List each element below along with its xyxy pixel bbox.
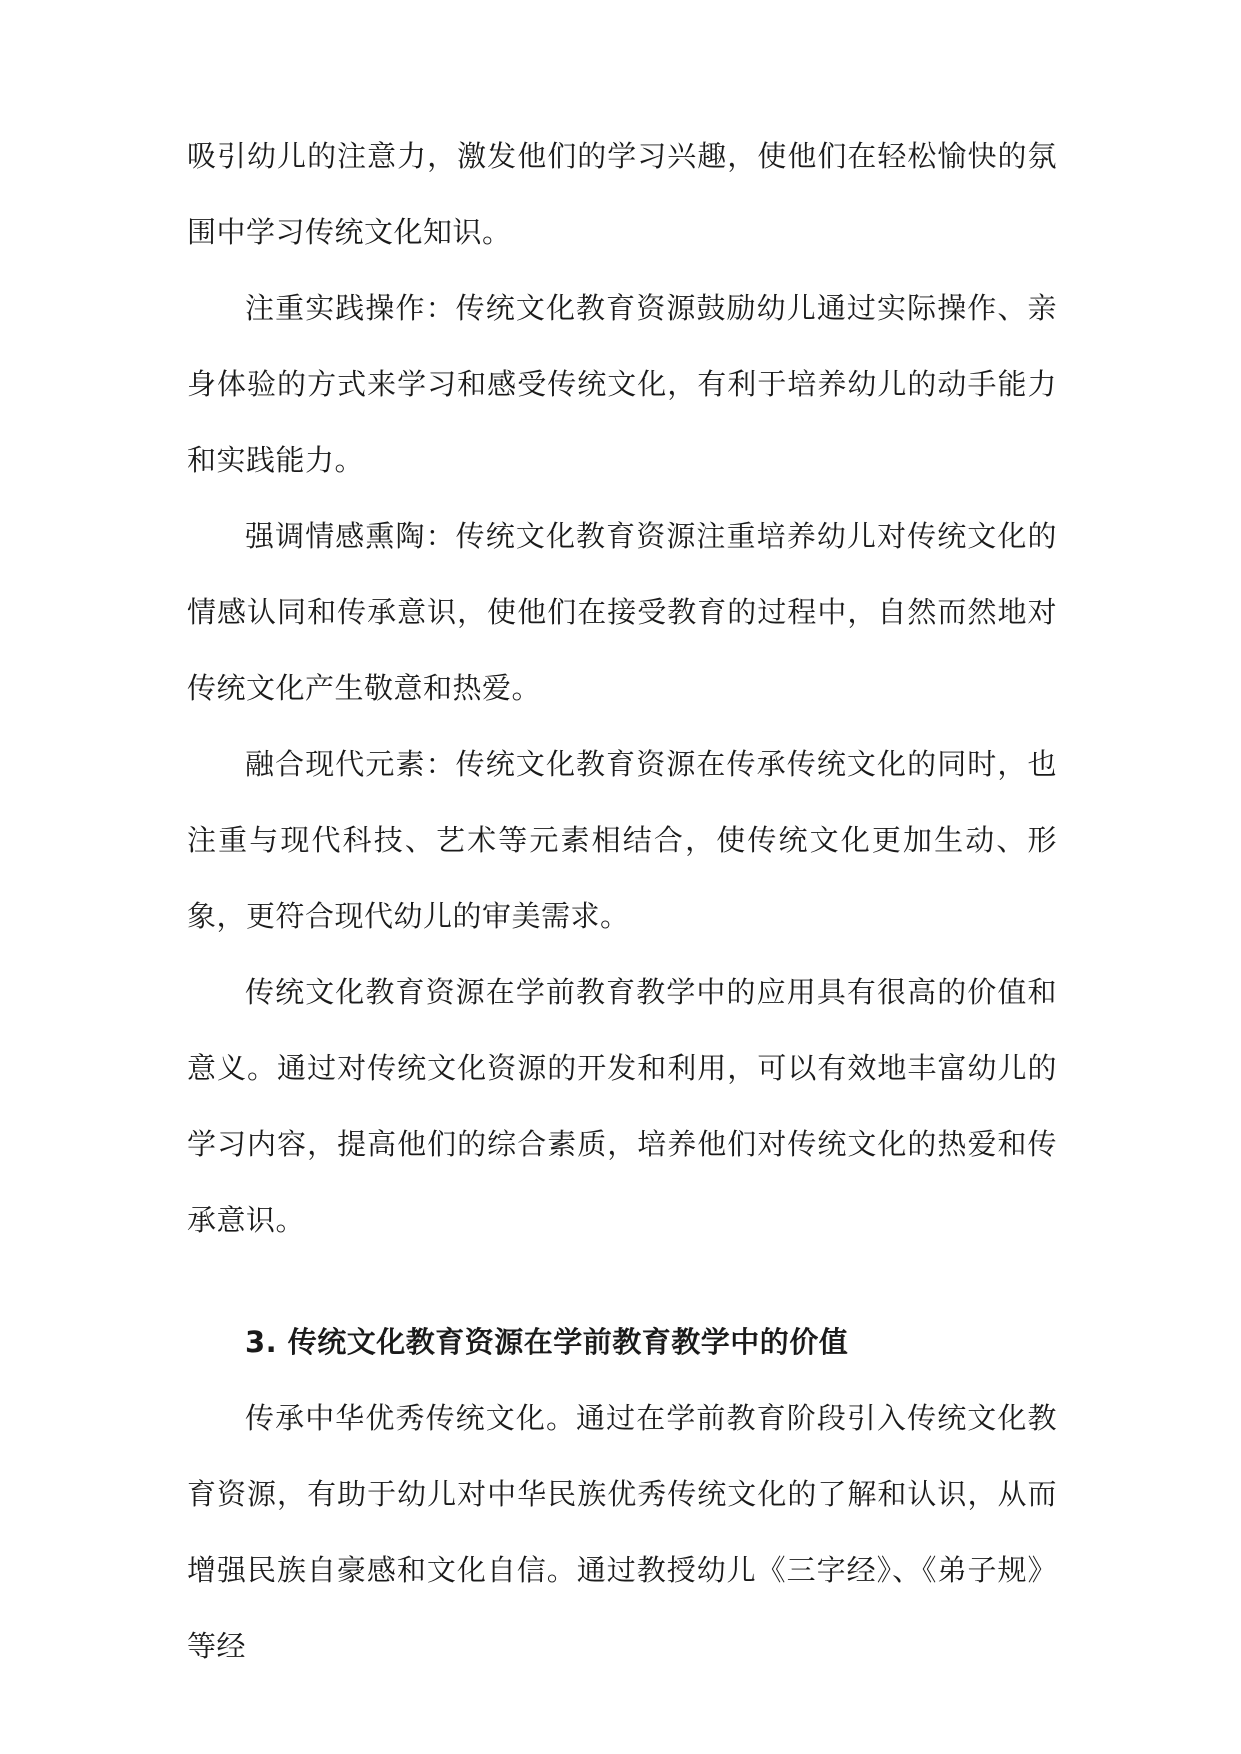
body-text-lower — [187, 1304, 1057, 1684]
continuation-paragraph: 吸引幼儿的注意力，激发他们的学习兴趣，使他们在轻松愉快的氛围中学习传统文化知识。 — [187, 139, 1057, 249]
section-heading: 3. 传统文化教育资源在学前教育教学中的价值 — [245, 1325, 849, 1359]
body-text-upper — [187, 118, 1057, 1258]
paragraph-modern: 融合现代元素：传统文化教育资源在传承传统文化的同时，也注重与现代科技、艺术等元素相结合，使传统文化更加生动、形象，更符合现代幼儿的审美需求。 — [187, 747, 1057, 933]
paragraph-emotion: 强调情感熏陶：传统文化教育资源注重培养幼儿对传统文化的情感认同和传承意识，使他们在接受教育的过程中，自然而然地对传统文化产生敬意和热爱。 — [187, 519, 1057, 705]
paragraph-practice: 注重实践操作：传统文化教育资源鼓励幼儿通过实际操作、亲身体验的方式来学习和感受传统文化，有利于培养幼儿的动手能力和实践能力。 — [187, 291, 1057, 477]
paragraph-summary: 传统文化教育资源在学前教育教学中的应用具有很高的价值和意义。通过对传统文化资源的开发和利用，可以有效地丰富幼儿的学习内容，提高他们的综合素质，培养他们对传统文化的热爱和传承意识。 — [187, 975, 1057, 1237]
section-paragraph: 传承中华优秀传统文化。通过在学前教育阶段引入传统文化教育资源，有助于幼儿对中华民族优秀传统文化的了解和认识，从而增强民族自豪感和文化自信。通过教授幼儿《三字经》、《弟子规》等经 — [187, 1401, 1057, 1663]
